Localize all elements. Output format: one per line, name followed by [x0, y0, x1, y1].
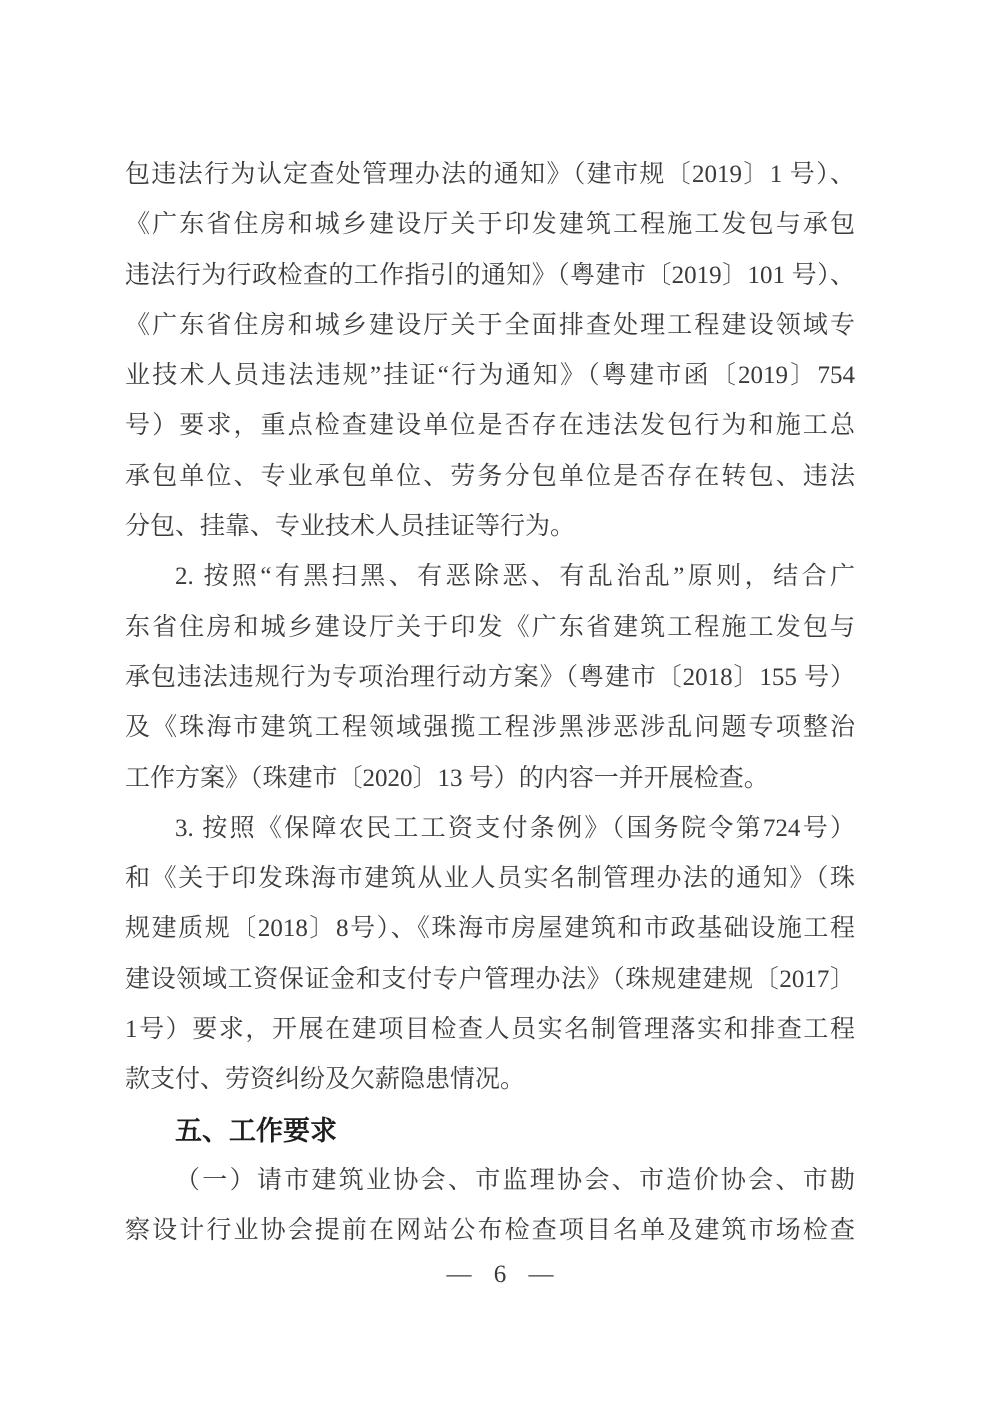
text-line: 包违法行为认定查处管理办法的通知》（建市规〔2019〕1 号）、: [125, 161, 855, 188]
section-heading: 五、工作要求: [175, 1115, 337, 1146]
text-line: 察设计行业协会提前在网站公布检查项目名单及建筑市场检查: [125, 1217, 855, 1245]
text-line: 3. 按照《保障农民工工资支付条例》（国务院令第724号）: [175, 814, 855, 842]
page-number: — 6 —: [446, 1261, 554, 1288]
text-line: （一）请市建筑业协会、市监理协会、市造价协会、市勘: [175, 1166, 855, 1194]
text-line: 及《珠海市建筑工程领域强揽工程涉黑涉恶涉乱问题专项整治: [125, 714, 855, 742]
text-line: 号）要求，重点检查建设单位是否存在违法发包行为和施工总: [125, 412, 855, 440]
text-line: 款支付、劳资纠纷及欠薪隐患情况。: [125, 1066, 526, 1094]
text-line: 东省住房和城乡建设厅关于印发《广东省建筑工程施工发包与: [125, 613, 855, 641]
text-line: 承包违法违规行为专项治理行动方案》（粤建市〔2018〕155 号）: [125, 663, 855, 691]
text-line: 分包、挂靠、专业技术人员挂证等行为。: [125, 513, 576, 541]
text-line: 《广东省住房和城乡建设厅关于印发建筑工程施工发包与承包: [125, 211, 855, 239]
text-line: 和《关于印发珠海市建筑从业人员实名制管理办法的通知》（珠: [125, 865, 855, 893]
page-footer: [0, 1250, 1000, 1300]
text-line: 《广东省住房和城乡建设厅关于全面排查处理工程建设领域专: [125, 311, 855, 339]
text-line: 业技术人员违法违规”挂证“行为通知》（粤建市函〔2019〕754: [125, 362, 855, 390]
text-line: 2. 按照“有黑扫黑、有恶除恶、有乱治乱”原则，结合广: [175, 563, 855, 591]
text-line: 违法行为行政检查的工作指引的通知》（粤建市〔2019〕101 号）、: [125, 261, 855, 289]
text-line: 工作方案》（珠建市〔2020〕13 号）的内容一并开展检查。: [125, 764, 769, 792]
document-body: [125, 150, 855, 1257]
text-line: 规建质规〔2018〕8号）、《珠海市房屋建筑和市政基础设施工程: [125, 915, 855, 943]
text-line: 1号）要求，开展在建项目检查人员实名制管理落实和排查工程: [125, 1016, 855, 1044]
text-line: 承包单位、专业承包单位、劳务分包单位是否存在转包、违法: [125, 462, 855, 490]
text-line: 建设领域工资保证金和支付专户管理办法》（珠规建建规〔2017〕: [125, 965, 855, 993]
